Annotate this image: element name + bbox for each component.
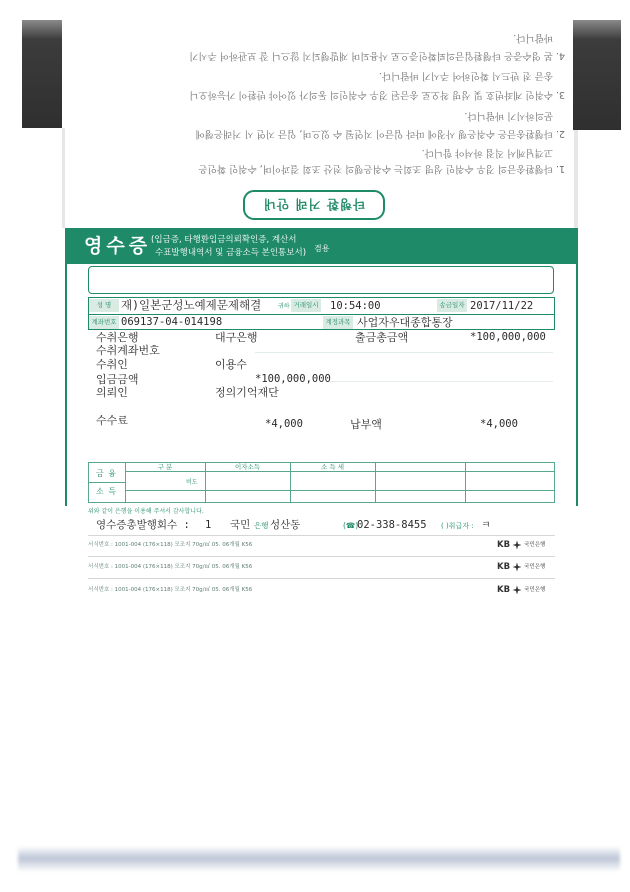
income-table-row-rule [125,490,554,491]
form-code-1: 서식번호 : 1001-004 (176×118) 모조지 70g/㎡ 05. 06개월 K56 [88,542,253,548]
kb-logo-bank: 국민은행 [524,542,546,548]
requester-label: 의뢰인 [96,386,128,399]
notice-item-4-line-2: 바랍니다. [513,32,553,43]
handler-value: ㅋ [481,520,491,531]
product-label: 계정과목 [323,316,353,329]
income-table-col-rule [375,462,376,502]
info-row-divider [89,314,554,315]
deposit-label: 입금금액 [96,373,139,386]
recv-bank-label: 수취은행 [96,331,139,344]
deposit-value: *100,000,000 [255,373,331,385]
income-header-interest: 이자소득 [234,463,261,471]
form-code-2: 서식번호 : 1001-004 (176×118) 모조지 70g/㎡ 05. 06개월 K56 [88,564,253,570]
income-header-type: 구 분 [157,463,173,471]
time-value: 10:54:00 [330,300,381,312]
memo-box [88,266,554,294]
income-table-side-rule [89,482,125,483]
income-side-label-bottom: 소 득 [96,487,117,496]
account-label: 계좌번호 [89,316,119,329]
thanks-note: 위와 같이 은행을 이용해 주셔서 감사합니다. [88,508,204,515]
issue-count-label: 영수증총발행회수 : [96,519,190,531]
kb-logo-text: KB [497,585,511,595]
kb-logo-3 [497,585,545,595]
scan-smear-bottom [18,846,620,872]
time-label: 거래일시 [291,299,321,312]
kb-star-icon [512,585,522,595]
income-side-label-top: 금 융 [96,469,117,478]
name-label: 성 명 [89,299,119,312]
fee-value: *4,000 [265,418,303,430]
recv-account-label: 수취계좌번호 [96,344,160,357]
body-faint-rule [330,381,553,382]
recipient-value: 이용수 [215,358,247,371]
paid-value: *4,000 [480,418,518,430]
kb-star-icon [512,540,522,550]
kb-logo-1 [497,540,545,550]
notice-item-2-line-2: 문의하시기 바랍니다. [464,110,553,121]
issue-count-value: 1 [205,519,212,531]
form-code-3: 서식번호 : 1001-004 (176×118) 모조지 70g/㎡ 05. 06개월 K56 [88,587,253,593]
scan-shadow-left [22,20,62,128]
notice-heading: 타행환 거래 안내 [262,197,366,212]
income-note: 비도 [186,479,198,486]
tear-off-rule [88,535,555,536]
body-faint-rule [255,352,553,353]
notice-item-3-line-2: 송금 전 반드시 확인하여 주시기 바랍니다. [378,70,553,81]
handler-label: ( )취급자 : [441,522,474,530]
receipt-subtitle-line-2: 수표발행내역서 및 금융소득 본인통보서) [155,248,307,258]
income-table-row-rule [125,471,554,472]
kb-star-icon [512,562,522,572]
receipt-frame-right [576,228,578,506]
product-value: 사업자우대종합통장 [357,316,453,329]
tear-off-rule [88,578,555,579]
notice-item-1-line-2: 고객님께서 직접 하셔야 합니다. [421,147,553,158]
receipt-frame-left [65,228,67,506]
kb-logo-text: KB [497,562,511,572]
notice-item-2-line-1: 2. 타행환송금은 수취은행 사정에 따라 입금이 지연될 수 있으며, 입금 지연 시 거래은행에 [195,128,565,139]
withdraw-total-value: *100,000,000 [470,331,546,343]
recv-bank-value: 대구은행 [215,331,258,344]
fee-label: 수수료 [96,414,128,427]
scan-shadow-right [573,20,621,130]
income-header-tax: 소 득 세 [321,463,344,471]
receipt-title: 영수증 [84,235,152,257]
kb-logo-text: KB [497,540,511,550]
receipt-subtitle-suffix: 겸용 [314,244,330,253]
phone-number: 02-338-8455 [357,519,427,531]
honorific-label: 귀하 [278,303,290,310]
name-value: 재)일본군성노예제문제해결 [121,298,262,312]
bank-word: 은행 [254,521,269,530]
bank-name: 국민 [230,519,251,531]
kb-logo-bank: 국민은행 [524,564,546,570]
notice-item-1-line-1: 1. 타행환송금의 경우 수취인 성명 조회는 수취은행의 전산 조회 결과이며, 수취인 확인은 [198,163,565,174]
notice-heading-box [243,190,385,220]
tear-off-rule [88,556,555,557]
kb-logo-bank: 국민은행 [524,587,546,593]
branch-name: 성산동 [270,519,301,531]
notice-section [65,22,578,227]
income-table-col-rule [465,462,466,502]
kb-logo-2 [497,562,545,572]
notice-item-4-line-1: 4. 본 영수증은 타행환입금의뢰확인증으로 사용되며 재발행되지 않으니 잘 보관하여 주시기 [189,50,565,61]
notice-item-3-line-1: 3. 수취인 계좌번호 및 성명 착오로 송금된 경우 수취인의 동의가 있어야 반환이 가능하오니 [189,89,565,100]
receipt-subtitle-line-1: (입금증, 타행환입금의뢰확인증, 계산서 [151,235,297,245]
date-label: 송금일자 [437,299,467,312]
requester-value: 정의기억재단 [215,386,279,399]
account-value: 069137-04-014198 [121,316,223,328]
date-value: 2017/11/22 [470,300,534,312]
phone-icon: (☎) [343,521,359,530]
recipient-label: 수취인 [96,358,128,371]
paid-label: 납부액 [350,418,382,431]
withdraw-total-label: 출금총금액 [355,331,409,344]
